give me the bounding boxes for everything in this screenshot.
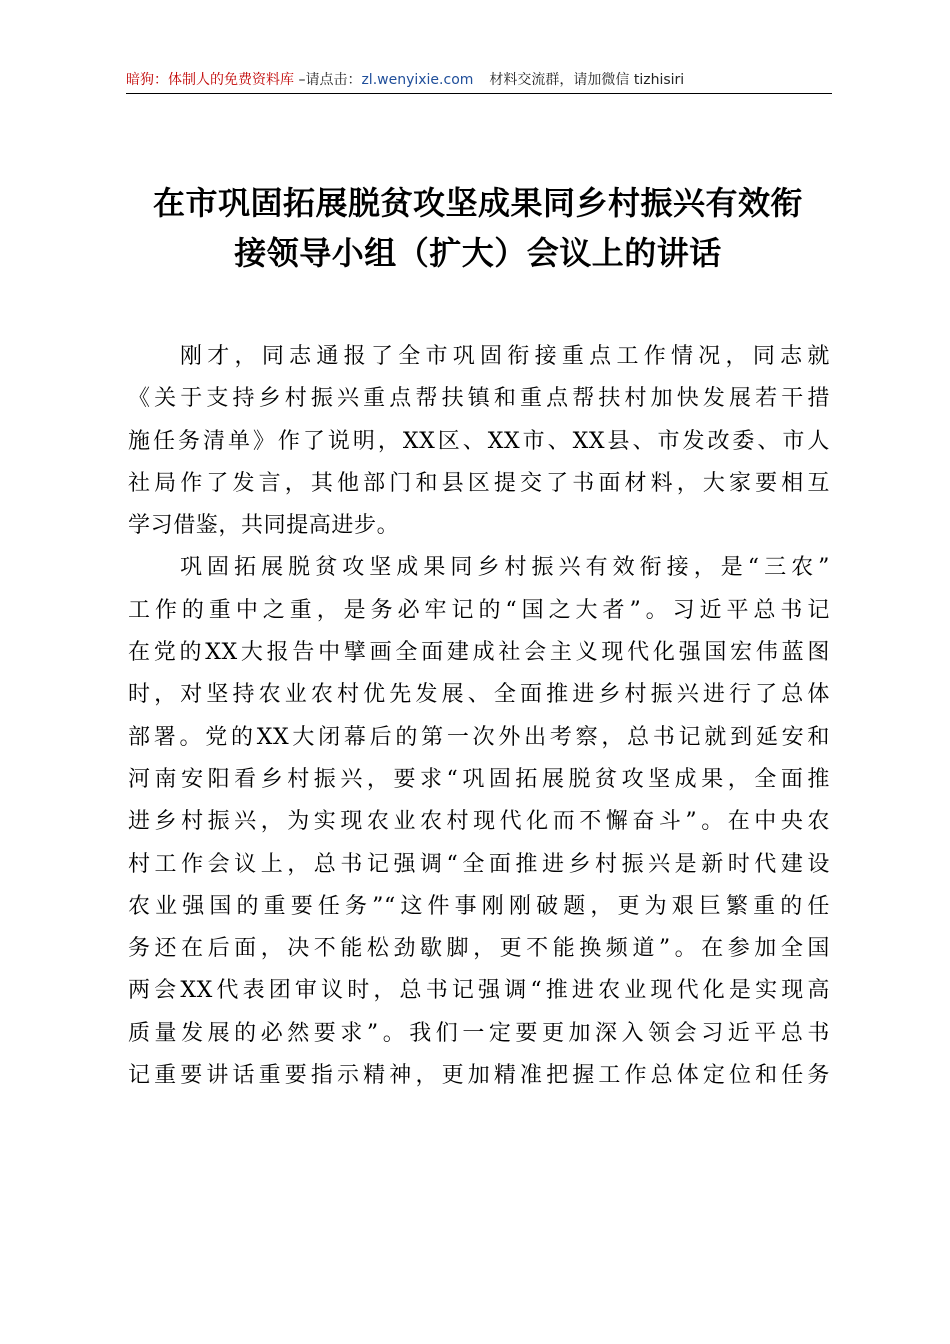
paragraph-line: 时，对坚持农业农村优先发展、全面推进乡村振兴进行了总体 (128, 682, 830, 708)
title-line-2: 接领导小组（扩大）会议上的讲话 (234, 234, 722, 272)
paragraph-line: 两会XX代表团审议时，总书记强调“推进农业现代化是实现高 (128, 978, 830, 1004)
paragraph-line: 务还在后面，决不能松劲歇脚，更不能换频道”。在参加全国 (128, 936, 830, 962)
document-title (118, 178, 838, 278)
paragraph-2 (128, 547, 830, 1097)
paragraph-line: 河南安阳看乡村振兴，要求“巩固拓展脱贫攻坚成果，全面推 (128, 766, 830, 792)
document-body (128, 336, 830, 1097)
title-line-1: 在市巩固拓展脱贫攻坚成果同乡村振兴有效衔 (152, 184, 803, 222)
paragraph-1 (128, 336, 830, 547)
header-brand: 暗狗：体制人的免费资料库 (126, 72, 294, 88)
paragraph-line: 记重要讲话重要指示精神，更加精准把握工作总体定位和任务 (128, 1063, 830, 1089)
paragraph-line: 质量发展的必然要求”。我们一定要更加深入领会习近平总书 (128, 1020, 830, 1046)
header-prompt: –请点击： (294, 72, 362, 88)
paragraph-line: 在党的XX大报告中擘画全面建成社会主义现代化强国宏伟蓝图 (128, 640, 830, 666)
paragraph-line: 《关于支持乡村振兴重点帮扶镇和重点帮扶村加快发展若干措 (128, 386, 830, 412)
paragraph-line: 刚才，同志通报了全市巩固衔接重点工作情况，同志就 (180, 344, 830, 369)
paragraph-line: 施任务清单》作了说明，XX区、XX市、XX县、市发改委、市人 (128, 428, 830, 454)
paragraph-line: 社局作了发言，其他部门和县区提交了书面材料，大家要相互 (128, 470, 830, 496)
paragraph-line: 部署。党的XX大闭幕后的第一次外出考察，总书记就到延安和 (128, 724, 830, 750)
header-divider (126, 93, 832, 94)
header-site-link[interactable]: zl.wenyixie.com (361, 72, 474, 88)
paragraph-line: 工作的重中之重，是务必牢记的“国之大者”。习近平总书记 (128, 597, 830, 623)
paragraph-line: 巩固拓展脱贫攻坚成果同乡村振兴有效衔接，是“三农” (180, 555, 830, 581)
page-header (126, 68, 832, 92)
paragraph-line: 农业强国的重要任务”“这件事刚刚破题，更为艰巨繁重的任 (128, 893, 830, 919)
paragraph-line: 进乡村振兴，为实现农业农村现代化而不懈奋斗”。在中央农 (128, 809, 830, 835)
paragraph-line: 学习借鉴，共同提高进步。 (128, 513, 400, 539)
paragraph-line: 村工作会议上，总书记强调“全面推进乡村振兴是新时代建设 (128, 851, 830, 877)
header-contact: 材料交流群，请加微信 tizhisiri (489, 72, 685, 88)
